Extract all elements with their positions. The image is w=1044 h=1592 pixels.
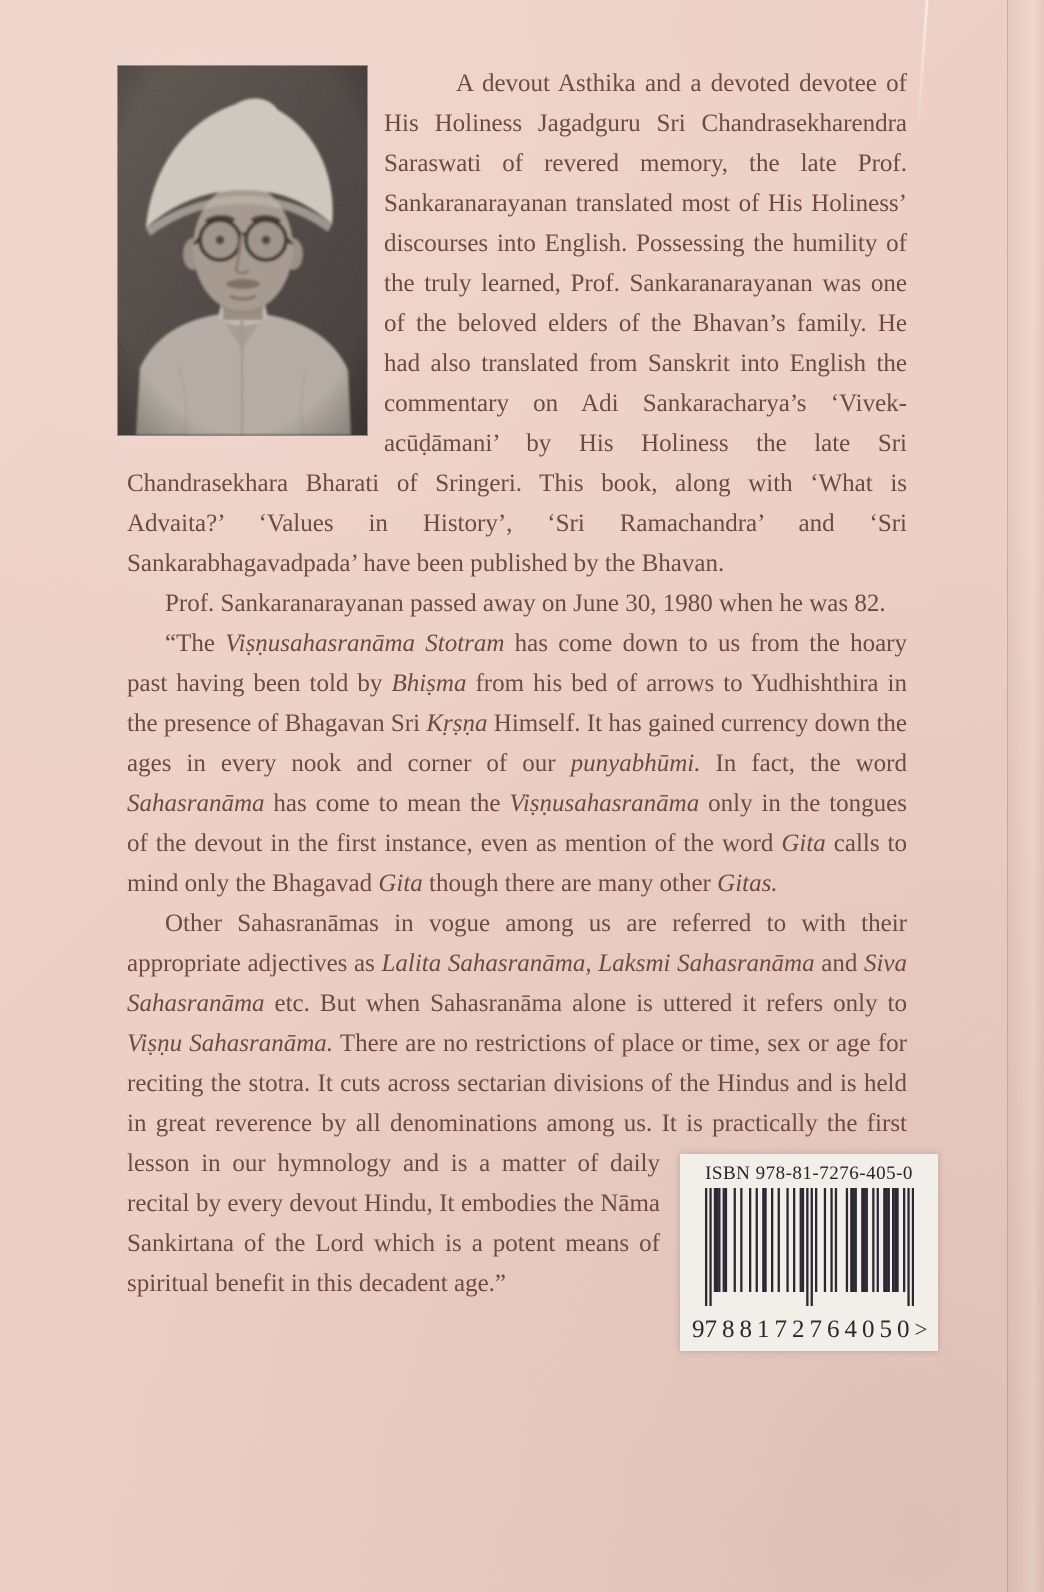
barcode-arrow: > xyxy=(914,1317,928,1342)
barcode-digits-right: 764050 xyxy=(809,1316,915,1343)
bio-paragraph-1: A devout Asthika and a devoted devotee of His Holiness Jagadguru Sri Chandrasekharendra Saraswati of revered memory, the late Prof. Sankaranarayanan translated most of His Holiness’ discourses into English. Possessing the humility of the truly learned, Prof. Sankaranarayanan was one of the beloved elders of the Bhavan’s family. He had also translated from Sanskrit into English the commentary on Adi Sankaracharya’s ‘Vivek-acūḍāmani’ by His Holiness the late Sri Chandrasekhara Bharati of Sringeri. This book, along with ‘What is Advaita?’ ‘Values in History’, ‘Sri Ramachandra’ and ‘Sri Sankarabhagavadpada’ have been published by the Bhavan. xyxy=(127,70,907,577)
quote-paragraph-2: Other Sahasranāmas in vogue among us are referred to with their appropriate adjectives as Lalita Sahasranāma, Laksmi Sahasranāma and Siva Sahasranāma etc. But when Sahasranāma alone is uttered it refers only to Viṣṇu Sahasranāma. There are no restrictions of place or time, sex or age for reciting the stotra. It cuts across sectarian divisions of the Hindus and is held in great reverence by all denominations among us. It is practically the first xyxy=(127,910,907,1137)
portrait-illustration xyxy=(118,66,367,435)
obituary-paragraph: Prof. Sankaranarayanan passed away on June 30, 1980 when he was 82. xyxy=(165,590,886,617)
barcode-digit-lead: 9 xyxy=(692,1316,705,1343)
isbn-label: ISBN 978-81-7276-405-0 xyxy=(705,1163,913,1184)
barcode-digits xyxy=(680,1317,938,1343)
isbn-barcode-box xyxy=(680,1154,938,1351)
bottom-block xyxy=(127,1144,928,1343)
quote-paragraph-1: “The Viṣṇusahasranāma Stotram has come down to us from the hoary past having been told by Bhiṣma from his bed of arrows to Yudhishthira in the presence of Bhagavan Sri Kṛṣṇa Himself. It has gained currency down the ages in every nook and corner of our punyabhūmi. In fact, the word Sahasranāma has come to mean the Viṣṇusahasranāma only in the tongues of the devout in the first instance, even as mention of the word Gita calls to mind only the Bhagavad Gita though there are many other Gitas. xyxy=(127,630,907,897)
portrait-photo xyxy=(118,66,367,435)
barcode-digits-left: 788172 xyxy=(704,1316,810,1343)
barcode-bars xyxy=(680,1188,938,1306)
quote-paragraph-2-continued: lesson in our hymnology and is a matter of daily recital by every devout Hindu, It embodies the Nāma Sankirtana of the Lord which is a potent means of spiritual benefit in this decadent age.” xyxy=(127,1150,660,1297)
